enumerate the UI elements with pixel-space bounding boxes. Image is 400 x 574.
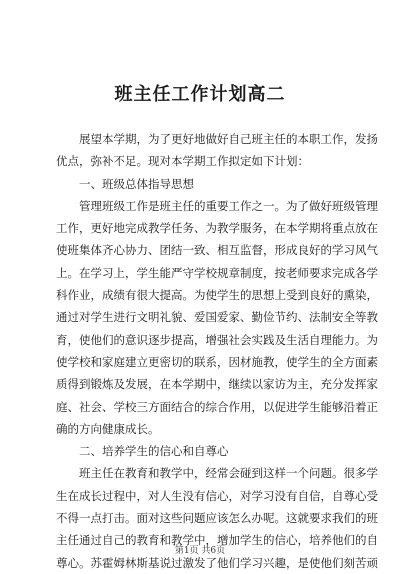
paragraph-line: 管理班级工作是班主任的重要工作之一。为了做好班级管理 (79, 198, 378, 213)
document-body (56, 128, 378, 574)
section-heading: 二、培养学生的信心和自尊心 (79, 444, 229, 459)
paragraph-line: 尊心。苏霍姆林斯基说过激发了他们学习兴趣，是使他们刻苦顽 (56, 555, 378, 570)
paragraph-line: 确的方向健康成长。 (56, 421, 160, 436)
paragraph-line: 质得到锻炼及发展，在本学期中，继续以家访为主，充分发挥家 (56, 377, 378, 392)
paragraph-line: 通过对学生进行文明礼貌、爱国爱家、勤俭节约、法制安全等教 (56, 310, 378, 325)
paragraph-line: 班主任在教育和教学中，经常会碰到这样一个问题。很多学 (79, 466, 378, 481)
paragraph-line: 生在成长过程中，对人生没有信心，对学习没有自信，自尊心受 (56, 488, 378, 503)
paragraph-line: 优点，弥补不足。现对本学期工作拟定如下计划： (56, 154, 309, 169)
section-heading: 一、班级总体指导思想 (79, 176, 194, 191)
paragraph-line: 工作，更好地完成教学任务、为教学服务，在本学期将重点放在 (56, 221, 378, 236)
paragraph-line: 展望本学期，为了更好地做好自己班主任的本职工作，发扬 (79, 132, 378, 146)
paragraph-line: 上。在学习上，学生能严守学校规章制度，按老师要求完成各学 (56, 265, 378, 280)
paragraph-line: 科作业，成绩有很大提高。为使学生的思想上受到良好的熏染， (56, 288, 378, 303)
page-number: 第1页 共6页 (174, 546, 226, 556)
paragraph-line: 使班集体齐心协力、团结一致、相互监督，形成良好的学习风气 (56, 243, 378, 258)
paragraph-line: 不得一点打击。面对这些问题应该怎么办呢。这就要求我们的班 (56, 511, 378, 526)
document-title: 班主任工作计划高二 (114, 84, 286, 105)
paragraph-line: 主任通过自己的教育和教学中，增加学生的信心，培养他们的自 (56, 533, 378, 548)
paragraph-line: 庭、社会、学校三方面结合的综合作用，以促进学生能够沿着正 (56, 399, 378, 414)
paragraph-line: 育，使他们的意识逐步提高，增强社会实践及生活自理能力。为 (56, 332, 378, 347)
paragraph-line: 使学校和家庭建立更密切的联系，因材施教，使学生的全方面素 (56, 354, 378, 369)
